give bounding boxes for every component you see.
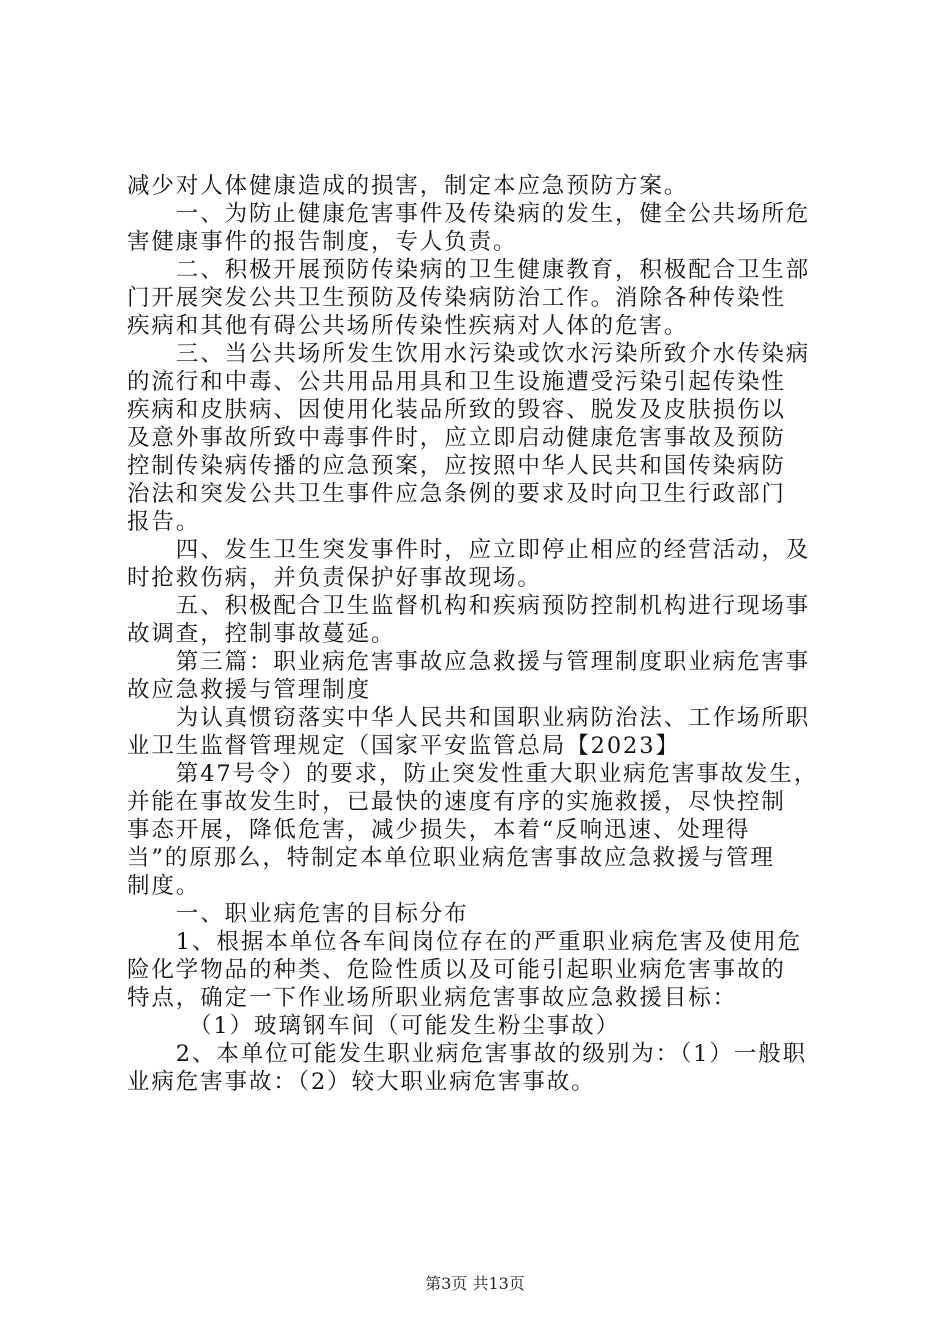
text-line: 的流行和中毒、公共用品用具和卫生设施遭受污染引起传染性 bbox=[127, 369, 786, 395]
text-line: 故调查，控制事故蔓延。 bbox=[127, 621, 396, 647]
text-line: 二、积极开展预防传染病的卫生健康教育，积极配合卫生部 bbox=[127, 257, 811, 283]
page-footer: 第3页 共13页 bbox=[425, 1274, 525, 1293]
text-line: 减少对人体健康造成的损害，制定本应急预防方案。 bbox=[127, 173, 689, 199]
text-line: 业卫生监督管理规定（国家平安监管总局【2023】 bbox=[127, 733, 680, 759]
text-line: 1、根据本单位各车间岗位存在的严重职业病危害及使用危 bbox=[127, 929, 803, 955]
text-line: 控制传染病传播的应急预案，应按照中华人民共和国传染病防 bbox=[127, 453, 786, 479]
text-line: 疾病和其他有碍公共场所传染性疾病对人体的危害。 bbox=[127, 313, 689, 339]
text-line: 四、发生卫生突发事件时，应立即停止相应的经营活动，及 bbox=[127, 537, 811, 563]
text-line: 第47号令）的要求，防止突发性重大职业病危害事故发生， bbox=[127, 761, 819, 787]
text-line: 三、当公共场所发生饮用水污染或饮水污染所致介水传染病 bbox=[127, 341, 811, 367]
text-line: 制度。 bbox=[127, 873, 201, 899]
text-line: 治法和突发公共卫生事件应急条例的要求及时向卫生行政部门 bbox=[127, 481, 786, 507]
text-line: （1）玻璃钢车间（可能发生粉尘事故） bbox=[127, 1013, 620, 1039]
text-line: 事态开展，降低危害，减少损失，本着“反响迅速、处理得 bbox=[127, 817, 751, 843]
text-line: 门开展突发公共卫生预防及传染病防治工作。消除各种传染性 bbox=[127, 285, 786, 311]
text-line: 第三篇：职业病危害事故应急救援与管理制度职业病危害事 bbox=[127, 649, 811, 675]
text-line: 业病危害事故：（2）较大职业病危害事故。 bbox=[127, 1069, 596, 1095]
text-line: 并能在事故发生时，已最快的速度有序的实施救援，尽快控制 bbox=[127, 789, 786, 815]
text-line: 险化学物品的种类、危险性质以及可能引起职业病危害事故的 bbox=[127, 957, 786, 983]
text-line: 时抢救伤病，并负责保护好事故现场。 bbox=[127, 565, 542, 591]
text-line: 2、本单位可能发生职业病危害事故的级别为：（1）一般职 bbox=[127, 1041, 807, 1067]
text-line: 特点，确定一下作业场所职业病危害事故应急救援目标： bbox=[127, 985, 738, 1011]
text-line: 及意外事故所致中毒事件时，应立即启动健康危害事故及预防 bbox=[127, 425, 786, 451]
text-line: 害健康事件的报告制度，专人负责。 bbox=[127, 229, 518, 255]
text-line: 故应急救援与管理制度 bbox=[127, 677, 372, 703]
text-line: 一、职业病危害的目标分布 bbox=[127, 901, 469, 927]
text-line: 当”的原那么，特制定本单位职业病危害事故应急救援与管理 bbox=[127, 845, 775, 871]
text-line: 疾病和皮肤病、因使用化装品所致的毁容、脱发及皮肤损伤以 bbox=[127, 397, 786, 423]
text-line: 五、积极配合卫生监督机构和疾病预防控制机构进行现场事 bbox=[127, 593, 811, 619]
text-line: 一、为防止健康危害事件及传染病的发生，健全公共场所危 bbox=[127, 201, 811, 227]
text-line: 为认真惯窃落实中华人民共和国职业病防治法、工作场所职 bbox=[127, 705, 811, 731]
text-line: 报告。 bbox=[127, 509, 201, 535]
body-text bbox=[127, 172, 832, 1096]
